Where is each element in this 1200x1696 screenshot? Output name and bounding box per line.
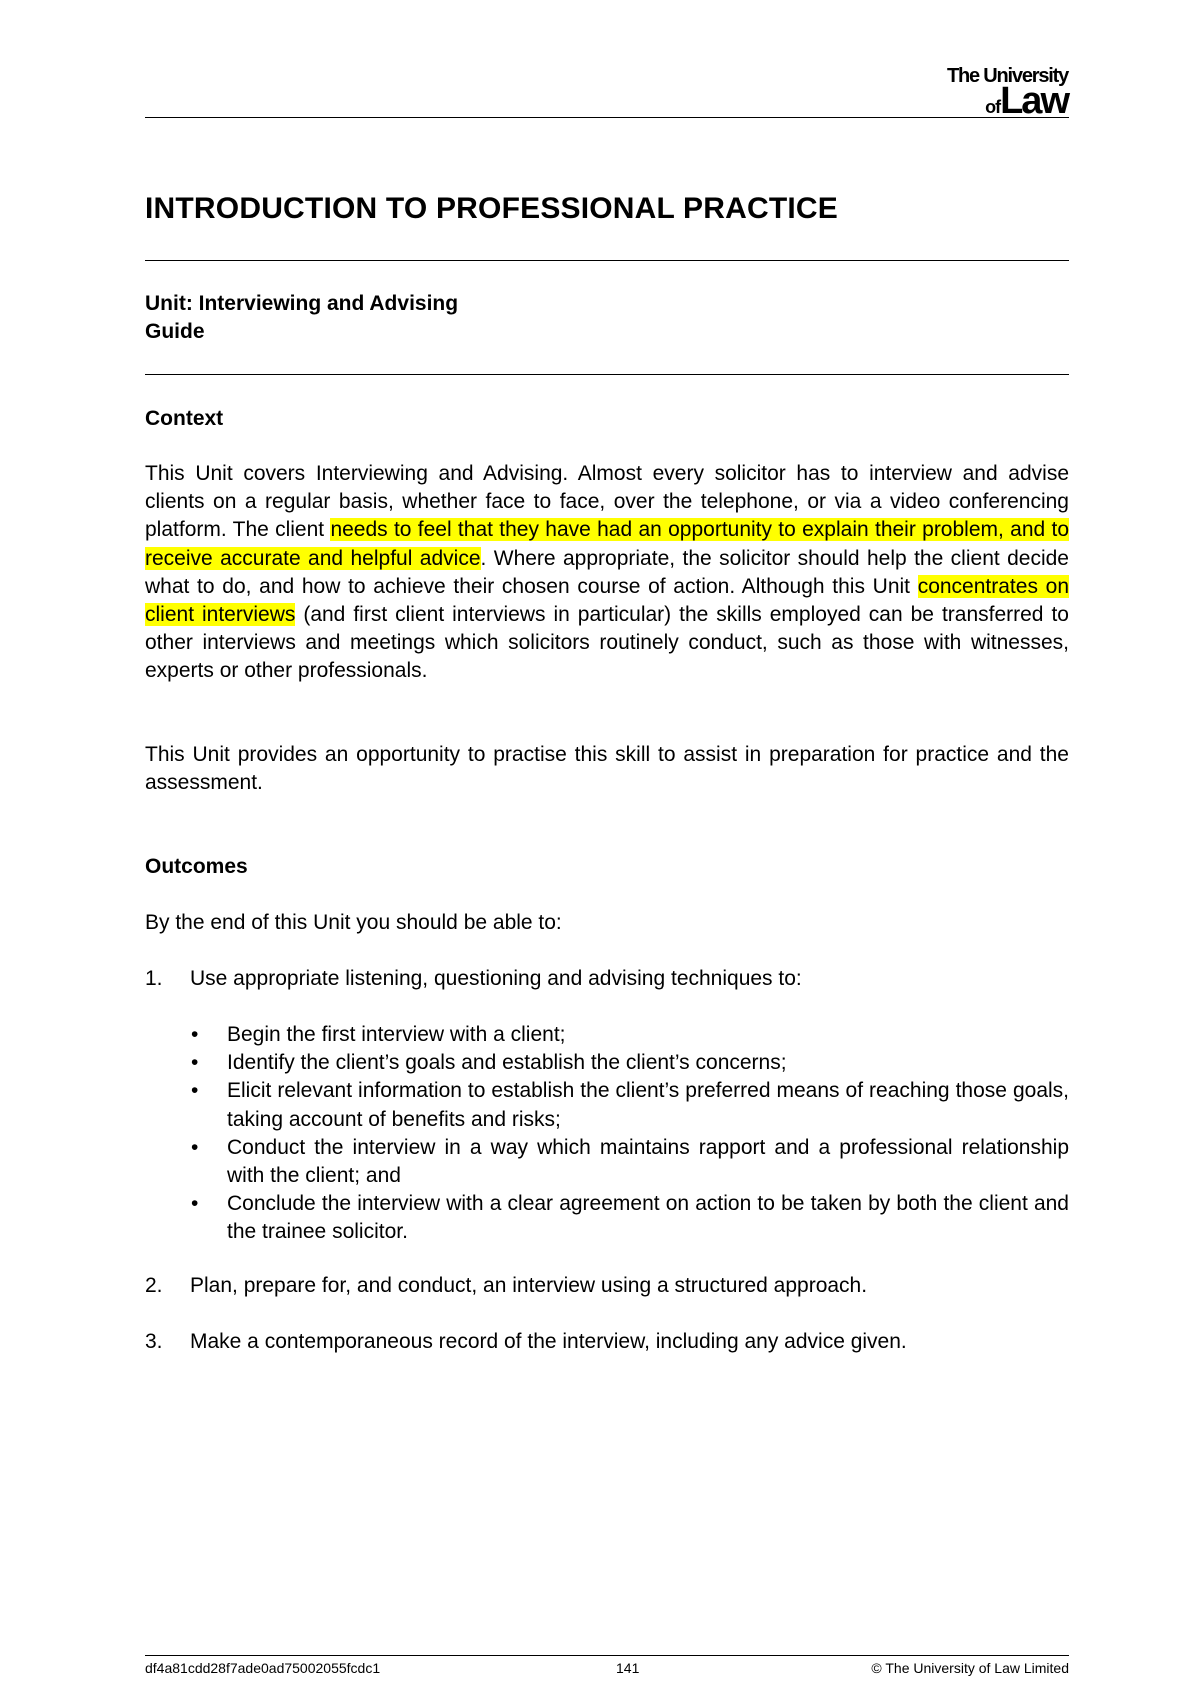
guide-line: Guide — [145, 320, 205, 343]
logo-line-of-law — [947, 82, 1068, 120]
unit-heading — [145, 290, 458, 346]
header-rule — [145, 117, 1069, 118]
bullet-icon: • — [191, 1192, 199, 1216]
context-highlight-1: needs to feel that they have had an opportunity to explain their problem, and to receive accurate and helpful advice — [145, 518, 1069, 570]
context-text-a: This Unit covers Interviewing and Advising. Almost every solicitor has to interview and advise clients on a regular basis, whether face to face, over the telephone, or via a video conferencing platform. The client — [145, 462, 1069, 542]
outcome-item-3-number: 3. — [145, 1330, 163, 1353]
footer-page-number: 141 — [616, 1660, 640, 1676]
outcome-item-2 — [145, 1272, 1069, 1300]
outcome-item-2-number: 2. — [145, 1274, 163, 1297]
bullet-text: Conclude the interview with a clear agreement on action to be taken by both the client and the trainee solicitor. — [227, 1192, 1069, 1244]
bullet-icon: • — [191, 1079, 199, 1103]
logo-line-the-university: The University — [946, 65, 1068, 87]
context-paragraph-2: This Unit provides an opportunity to practise this skill to assist in preparation for practice and the assessment. — [145, 743, 1069, 795]
bullet-icon: • — [191, 1051, 199, 1075]
context-text-c: (and first client interviews in particular) the skills employed can be transferred to other interviews and meetings which solicitors routinely conduct, such as those with witnesses, experts or other professionals. — [145, 603, 1069, 683]
outcomes-heading: Outcomes — [145, 855, 248, 878]
outcome-item-1 — [145, 965, 1069, 993]
unit-line: Unit: Interviewing and Advising — [145, 292, 459, 315]
context-paragraph-1 — [145, 460, 1069, 686]
outcome-item-2-text: Plan, prepare for, and conduct, an interview using a structured approach. — [190, 1274, 868, 1297]
outcome-item-1-number: 1. — [145, 967, 163, 990]
context-highlight-2: concentrates on client interviews — [145, 574, 1069, 627]
footer-copyright: © The University of Law Limited — [871, 1660, 1069, 1676]
logo-of: of — [985, 97, 1001, 117]
footer-rule — [145, 1655, 1069, 1656]
list-item — [145, 1021, 1069, 1049]
bullet-text: Elicit relevant information to establish the client’s preferred means of reaching those goals, taking account of benefits and risks; — [227, 1079, 1069, 1131]
bullet-text: Begin the first interview with a client; — [227, 1023, 566, 1046]
university-of-law-logo — [947, 66, 1068, 120]
list-item — [145, 1077, 1069, 1133]
list-item — [145, 1190, 1069, 1246]
outcome-item-3 — [145, 1328, 1069, 1356]
logo-law: Law — [1000, 80, 1068, 122]
document-title: INTRODUCTION TO PROFESSIONAL PRACTICE — [145, 192, 838, 225]
bullet-icon: • — [191, 1023, 199, 1046]
context-heading: Context — [145, 407, 224, 430]
outcomes-intro: By the end of this Unit you should be able to: — [145, 911, 562, 934]
list-item — [145, 1134, 1069, 1190]
bullet-icon: • — [191, 1135, 199, 1159]
outcome-item-1-text: Use appropriate listening, questioning and advising techniques to: — [190, 967, 802, 990]
bullet-text: Conduct the interview in a way which maintains rapport and a professional relationship with the client; and — [227, 1135, 1069, 1188]
outcome-item-3-text: Make a contemporaneous record of the interview, including any advice given. — [190, 1330, 907, 1353]
title-rule — [145, 260, 1069, 261]
footer-document-id: df4a81cdd28f7ade0ad75002055fcdc1 — [145, 1660, 381, 1676]
bullet-text: Identify the client’s goals and establish the client’s concerns; — [227, 1051, 787, 1075]
list-item — [145, 1049, 1069, 1077]
outcome-bullet-list — [145, 1021, 1069, 1247]
context-text-b: . Where appropriate, the solicitor should help the client decide what to do, and how to achieve their chosen course of action. Although this Unit — [145, 546, 1069, 598]
unit-rule — [145, 374, 1069, 375]
